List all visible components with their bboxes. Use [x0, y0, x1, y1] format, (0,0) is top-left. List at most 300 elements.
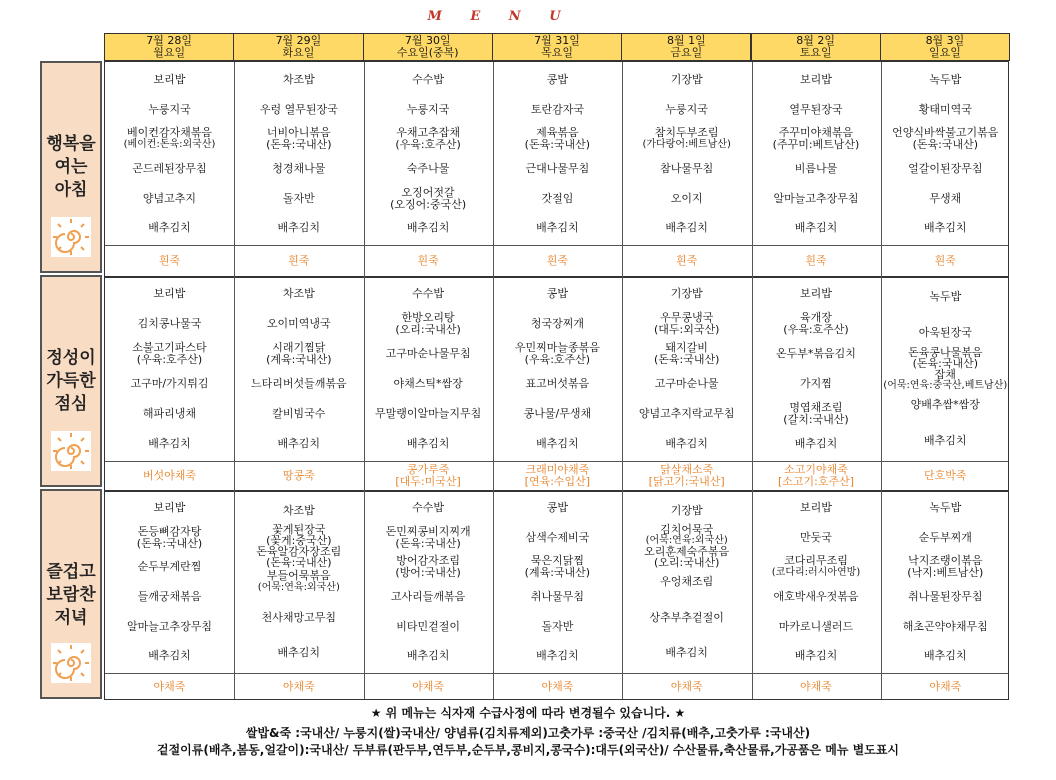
dish-name: 보리밥 [800, 72, 832, 86]
dish-name: 마카로니샐러드 [778, 619, 854, 633]
dish-name: 돼지갈비 [665, 341, 708, 354]
menu-item [752, 591, 881, 603]
dish-name: 비타민겉절이 [396, 619, 460, 633]
dish-name: 기장밥 [670, 72, 703, 86]
menu-item [881, 591, 1010, 603]
dish-name: 배추김치 [148, 437, 191, 450]
menu-item [752, 312, 881, 336]
menu-item [752, 193, 881, 205]
day-weekday: 토요일 [799, 46, 832, 59]
dish-name: 무생채 [929, 191, 962, 205]
menu-item [105, 318, 234, 330]
dish-name: 돈등뼈감자탕 [137, 524, 202, 538]
dish-name: 콩밥 [546, 287, 569, 300]
dish-name: 너비아니볶음 [266, 126, 331, 140]
porridge-item [622, 255, 751, 267]
day-weekday: 월요일 [153, 46, 186, 59]
dish-name: 만둣국 [800, 530, 832, 544]
porridge-item [364, 255, 493, 267]
porridge-item [364, 681, 493, 693]
porridge-name: 흰죽 [934, 253, 956, 267]
column-divider [364, 62, 365, 699]
dish-name: 누룽지국 [665, 102, 708, 116]
dish-origin: (우육:호주산) [395, 138, 461, 152]
meal-label-line: 정성이 [46, 348, 96, 368]
dish-name: 무말랭이알마늘지무침 [374, 407, 482, 420]
dish-origin: (방어:국내산) [395, 566, 461, 580]
porridge-name: 야채죽 [153, 680, 186, 693]
meal-label-line: 보람찬 [46, 585, 96, 605]
dish-name: 차조밥 [282, 503, 315, 517]
menu-item [881, 222, 1010, 234]
menu-item [493, 650, 622, 662]
dish-origin: (돈육:국내산) [653, 353, 720, 366]
dish-name: 순두부계란찜 [137, 560, 202, 574]
menu-item [622, 438, 751, 450]
dish-origin: (돈육:국내산) [395, 536, 461, 550]
menu-item [234, 408, 363, 420]
dish-name: 돈민찌콩비지찌개 [385, 524, 471, 538]
origin-line-1: 쌀밥&죽 :국내산/ 누룽지(쌀)국내산/ 양념류(김치류제외)고춧가루 :중국산 /김치류(배추,고춧가루 :국내산) [245, 726, 811, 740]
dish-name: 토란감자국 [530, 102, 584, 116]
menu-item [493, 222, 622, 234]
dish-name: 우렁 열무된장국 [259, 102, 338, 116]
porridge-item [234, 681, 363, 693]
dish-origin: (코다리:러시아연방) [771, 567, 861, 579]
meal-label-line: 점심 [54, 394, 88, 414]
dish-origin: (돈육:국내산) [136, 536, 203, 550]
day-header [621, 33, 751, 61]
dish-name: 보리밥 [800, 287, 832, 300]
porridge-origin: [닭고기:국내산] [648, 474, 725, 488]
menu-item [105, 591, 234, 603]
day-header [233, 33, 363, 61]
porridge-name: 흰죽 [676, 253, 698, 267]
day-header [363, 33, 493, 61]
menu-item [493, 163, 622, 175]
dish-name: 배추김치 [794, 221, 838, 235]
porridge-name: 야채죽 [670, 680, 703, 693]
menu-item [493, 104, 622, 116]
menu-item [105, 74, 234, 86]
day-header [104, 33, 234, 61]
day-date: 8월 1일 [666, 34, 706, 47]
porridge-name: 야채죽 [929, 680, 962, 693]
menu-item [881, 555, 1010, 579]
dish-name: 꽃게된장국 [272, 523, 326, 537]
dish-name: 배추김치 [924, 649, 967, 663]
porridge-name: 땅콩죽 [282, 468, 315, 482]
menu-item [234, 127, 363, 151]
day-weekday: 일요일 [929, 46, 961, 59]
sun-swirl-icon [51, 643, 91, 683]
porridge-item [493, 681, 622, 693]
dish-name: 배추김치 [794, 649, 838, 663]
menu-item [105, 438, 234, 450]
dish-origin: (돈육:국내산) [912, 138, 978, 152]
dish-name: 김치어묵국 [660, 523, 714, 537]
menu-item [622, 104, 751, 116]
porridge-name: 크래미야채죽 [525, 462, 590, 476]
dish-name: 녹두밥 [929, 290, 962, 303]
menu-item [364, 163, 493, 175]
dish-name: 부들어묵볶음 [266, 569, 331, 582]
menu-item [752, 532, 881, 544]
porridge-name: 버섯야채죽 [142, 468, 197, 482]
porridge-name: 야채죽 [412, 680, 445, 693]
dish-origin: (어묵:연육:외국산) [645, 535, 728, 547]
porridge-name: 소고기야채죽 [784, 462, 848, 476]
column-divider [881, 62, 882, 699]
dish-name: 돈육콩나물볶음 [908, 346, 983, 359]
menu-item [622, 647, 751, 659]
menu-item [752, 104, 881, 116]
menu-item [622, 342, 751, 366]
dish-name: 언양식바싹불고기볶음 [892, 126, 999, 140]
dish-name: 묵은지닭찜 [530, 554, 584, 568]
menu-item [622, 408, 751, 420]
day-weekday: 목요일 [541, 46, 573, 59]
dish-name: 열무된장국 [789, 102, 843, 116]
menu-item [234, 74, 363, 86]
porridge-name: 닭살채소죽 [660, 462, 714, 476]
menu-item [364, 348, 493, 360]
dish-name: 해파리냉채 [142, 407, 197, 420]
dish-name: 배추김치 [924, 221, 967, 235]
dish-name: 들깨궁채볶음 [137, 589, 202, 603]
dish-name: 차조밥 [282, 287, 315, 300]
menu-item [881, 327, 1010, 339]
dish-name: 배추김치 [406, 221, 450, 235]
dish-origin: (돈육:국내산) [524, 138, 591, 152]
dish-name: 돌자반 [282, 191, 315, 205]
menu-item [752, 650, 881, 662]
menu-item [493, 621, 622, 633]
menu-item [364, 555, 493, 579]
dish-name: 배추김치 [536, 437, 579, 450]
dish-name: 방어감자조림 [396, 554, 460, 568]
menu-item [881, 347, 1010, 391]
dish-name: 낙지조랭이볶음 [908, 554, 983, 568]
menu-item [881, 291, 1010, 303]
dish-name: 삼색수제비국 [525, 530, 590, 544]
menu-item [493, 288, 622, 300]
porridge-item [234, 470, 363, 482]
menu-item [881, 74, 1010, 86]
dish-origin: (계육:국내산) [524, 566, 591, 580]
meal-label [42, 347, 100, 416]
menu-item [364, 650, 493, 662]
notice-line: ★ 위 메뉴는 식자재 수급사정에 따라 변경될수 있습니다. ★ [370, 706, 686, 720]
dish-origin: (돈육:국내산) [912, 357, 978, 370]
menu-item [493, 591, 622, 603]
dish-name: 배추김치 [277, 221, 321, 235]
dish-origin: (낙지:베트남산) [907, 566, 984, 580]
menu-item [234, 505, 363, 517]
menu-item [364, 526, 493, 550]
menu-item [105, 526, 234, 550]
dish-name: 얼갈이된장무침 [908, 161, 983, 175]
dish-name: 배추김치 [665, 437, 708, 450]
dish-name: 배추김치 [536, 649, 579, 663]
menu-item [234, 288, 363, 300]
menu-item [234, 438, 363, 450]
dish-name: 우무콩냉국 [660, 311, 714, 324]
porridge-item [622, 464, 751, 488]
dish-origin: (어묵:연육:중국산,베트남산) [883, 380, 1008, 391]
menu-item [234, 570, 363, 594]
dish-name: 녹두밥 [929, 72, 962, 86]
menu-item [105, 193, 234, 205]
porridge-origin: [대두:미국산] [395, 474, 461, 488]
menu-item [105, 378, 234, 390]
dish-name: 배추김치 [536, 221, 579, 235]
menu-item [622, 576, 751, 588]
menu-item [752, 127, 881, 151]
dish-name: 근대나물무침 [525, 161, 590, 175]
menu-grid [104, 61, 1009, 700]
menu-item [105, 502, 234, 514]
porridge-item [752, 255, 881, 267]
menu-item [234, 318, 363, 330]
dish-origin: (돈육:국내산) [266, 138, 332, 152]
day-date: 7월 29일 [275, 34, 322, 47]
dish-name: 육개장 [800, 311, 832, 324]
menu-item [881, 650, 1010, 662]
dish-name: 코다리무조림 [784, 554, 848, 568]
menu-item [364, 288, 493, 300]
menu-item [881, 621, 1010, 633]
menu-item [493, 127, 622, 151]
dish-origin: (가다랑어:베트남산) [642, 139, 731, 151]
dish-name: 양념고추지 [142, 191, 197, 205]
menu-item [493, 74, 622, 86]
menu-item [493, 378, 622, 390]
dish-origin: (주꾸미:베트남산) [772, 138, 860, 152]
porridge-item [105, 255, 234, 267]
dish-name: 누룽지국 [406, 102, 450, 116]
dish-name: 배추김치 [665, 646, 708, 660]
dish-name: 칼비빔국수 [272, 407, 326, 420]
menu-item [105, 650, 234, 662]
menu-item [752, 288, 881, 300]
dish-name: 가지찜 [800, 377, 832, 390]
dish-name: 알마늘고추장무침 [773, 191, 859, 205]
menu-item [752, 222, 881, 234]
menu-item [622, 163, 751, 175]
dish-name: 황태미역국 [918, 102, 972, 116]
dish-origin: 잡채 [934, 368, 956, 381]
dish-name: 수수밥 [412, 500, 445, 514]
dish-name: 명엽채조림 [789, 401, 843, 414]
dish-name: 우채고추잡채 [396, 126, 460, 140]
dish-name: 수수밥 [412, 287, 445, 300]
column-divider [493, 62, 494, 699]
meal-label-line: 아침 [54, 180, 88, 200]
menu-item [364, 438, 493, 450]
day-weekday: 화요일 [282, 46, 315, 59]
dish-name: 알마늘고추장무침 [126, 619, 212, 633]
dish-name: 순두부찌개 [918, 530, 972, 544]
day-date: 8월 3일 [925, 34, 965, 47]
menu-item [881, 127, 1010, 151]
dish-name: 갓절임 [541, 191, 574, 205]
menu-item [234, 163, 363, 175]
dish-name: 취나물무침 [530, 589, 584, 603]
dish-name: 배추김치 [148, 221, 191, 235]
menu-item [881, 399, 1010, 411]
menu-item [234, 612, 363, 624]
menu-title: M E N U [427, 9, 573, 24]
menu-item [622, 312, 751, 336]
menu-item [752, 378, 881, 390]
dish-origin: (계육:국내산) [266, 353, 332, 366]
menu-item [493, 532, 622, 544]
porridge-origin: [소고기:호주산] [777, 474, 855, 488]
dish-name: 우민찌마늘종볶음 [514, 341, 600, 354]
dish-name: 애호박새우젓볶음 [773, 589, 859, 603]
menu-item [752, 74, 881, 86]
origin-line-2: 겉절이류(배추,봄동,얼갈이):국내산/ 두부류(판두부,연두부,순두부,콩비지,콩국수):대두(외국산)/ 수산물류,축산물류,가공품은 메뉴 별도표시 [156, 743, 899, 757]
dish-name: 배추김치 [406, 437, 450, 450]
porridge-name: 단호박죽 [924, 468, 967, 482]
dish-origin: (어묵:연육:외국산) [257, 582, 340, 593]
menu-item [622, 288, 751, 300]
dish-name: 배추김치 [406, 649, 450, 663]
menu-item [493, 342, 622, 366]
menu-item [622, 612, 751, 624]
menu-item [105, 163, 234, 175]
dish-name: 취나물된장무침 [908, 589, 983, 603]
menu-item [881, 502, 1010, 514]
dish-name: 누룽지국 [148, 102, 191, 116]
dish-name: 고사리들깨볶음 [390, 589, 466, 603]
menu-item [364, 187, 493, 211]
menu-item [622, 378, 751, 390]
dish-name: 표고버섯볶음 [525, 377, 590, 390]
dish-origin: (우육:호주산) [524, 353, 591, 366]
menu-item [364, 621, 493, 633]
meal-label-line: 가득한 [46, 371, 96, 391]
porridge-item [105, 681, 234, 693]
porridge-name: 야채죽 [800, 680, 832, 693]
day-weekday: 금요일 [670, 46, 703, 59]
menu-item [364, 74, 493, 86]
porridge-item [105, 470, 234, 482]
dish-name: 기장밥 [670, 503, 703, 517]
dish-origin: (오리:국내산) [395, 323, 461, 336]
menu-item [105, 342, 234, 366]
meal-label-panel [40, 275, 102, 487]
menu-item [622, 74, 751, 86]
day-date: 8월 2일 [796, 34, 836, 47]
dish-name: 참나물무침 [660, 161, 714, 175]
dish-name: 우엉채조림 [660, 575, 714, 588]
meal-label-line: 여는 [54, 157, 88, 177]
porridge-item [234, 255, 363, 267]
dish-name: 오이미역냉국 [266, 317, 331, 330]
column-divider [234, 62, 235, 699]
menu-item [105, 408, 234, 420]
dish-name: 수수밥 [412, 72, 445, 86]
menu-item [234, 524, 363, 568]
dish-name: 주꾸미야채볶음 [778, 126, 854, 140]
dish-name: 온두부*볶음김치 [776, 347, 856, 360]
menu-item [622, 127, 751, 151]
porridge-item [622, 681, 751, 693]
dish-name: 김치콩나물국 [137, 317, 202, 330]
dish-name: 비름나물 [794, 161, 838, 175]
menu-item [752, 163, 881, 175]
meal-label-line: 즐겁고 [46, 562, 96, 582]
dish-name: 녹두밥 [929, 500, 962, 514]
menu-item [234, 342, 363, 366]
section-divider [105, 276, 1008, 278]
dish-name: 보리밥 [153, 500, 186, 514]
dish-name: 콩밥 [546, 500, 569, 514]
dish-name: 제육볶음 [536, 126, 579, 140]
porridge-item [752, 464, 881, 488]
dish-origin: (꽃게:중국산) [266, 534, 332, 548]
menu-item [752, 402, 881, 426]
menu-item [493, 408, 622, 420]
meal-label [42, 561, 100, 630]
dish-name: 돌자반 [541, 619, 574, 633]
porridge-origin: [연육:수입산] [524, 474, 591, 488]
dish-name: 오징어젓갈 [401, 185, 455, 199]
day-date: 7월 30일 [404, 34, 451, 47]
menu-item [105, 127, 234, 151]
dish-origin: (대두:외국산) [653, 323, 720, 336]
dish-name: 상추부추겉절이 [649, 610, 724, 624]
meal-label-panel [40, 489, 102, 699]
porridge-item [881, 470, 1010, 482]
menu-item [622, 193, 751, 205]
porridge-divider [105, 461, 1008, 462]
porridge-name: 야채죽 [541, 680, 574, 693]
dish-name: 콩나물/무생채 [523, 407, 592, 420]
menu-item [881, 532, 1010, 544]
menu-item [234, 193, 363, 205]
dish-name: 숙주나물 [406, 161, 450, 175]
porridge-divider [105, 245, 1008, 246]
dish-name: 해초곤약야채무침 [902, 619, 988, 633]
menu-item [752, 438, 881, 450]
dish-origin: (우육:호주산) [136, 353, 203, 366]
dish-name: 고구마/가지튀김 [130, 377, 209, 390]
porridge-item [881, 255, 1010, 267]
day-header [751, 33, 881, 61]
section-divider [105, 490, 1008, 492]
dish-origin: 오리훈제숙주볶음 [644, 545, 730, 559]
porridge-divider [105, 673, 1008, 674]
dish-origin: (오징어:중국산) [390, 197, 467, 211]
menu-item [622, 222, 751, 234]
porridge-item [493, 464, 622, 488]
dish-name: 청경채나물 [272, 161, 326, 175]
menu-item [105, 288, 234, 300]
dish-name: 베이컨감자채볶음 [126, 126, 212, 140]
menu-item [493, 438, 622, 450]
menu-item [105, 104, 234, 116]
dish-name: 배추김치 [665, 221, 708, 235]
menu-item [881, 435, 1010, 447]
dish-name: 배추김치 [277, 437, 321, 450]
dish-name: 보리밥 [153, 287, 186, 300]
menu-item [752, 621, 881, 633]
dish-origin: (오리:국내산) [653, 556, 720, 570]
menu-item [493, 318, 622, 330]
